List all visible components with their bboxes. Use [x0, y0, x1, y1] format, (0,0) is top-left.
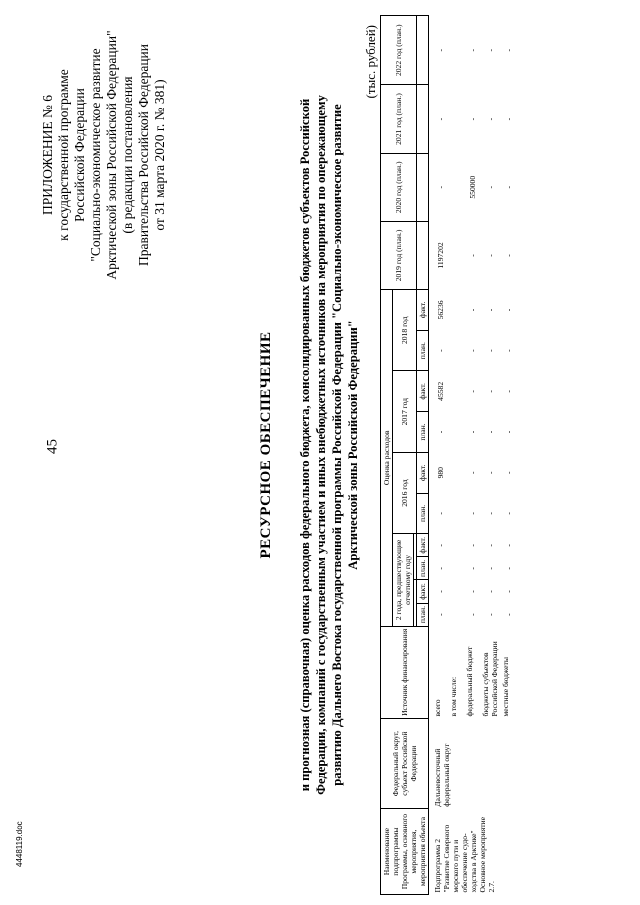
appendix-header [40, 25, 168, 285]
appendix-line: Арктической зоны Российской Федерации" [104, 30, 119, 280]
value-cell: - [435, 48, 445, 52]
value-cell: - [435, 512, 445, 515]
value-cell [448, 371, 464, 412]
value-cell: - [503, 590, 513, 593]
appendix-line: "Социально-экономическое развитие [88, 48, 103, 262]
value-cell [448, 452, 464, 493]
appendix-line: Российской Федерации [72, 88, 87, 222]
value-cell [448, 557, 464, 580]
value-cell [448, 153, 464, 221]
value-cell: 1197202 [435, 242, 445, 269]
header-fact: факт. [417, 371, 429, 412]
header-plan: план. [417, 330, 429, 371]
source-cell: бюджеты субъектов Российской Федерации [481, 641, 499, 717]
source-cell: всего [433, 699, 442, 717]
value-cell: - [503, 471, 513, 474]
header-two-years: 2 года, предшествующие отчетному году [393, 534, 414, 626]
value-cell: - [467, 117, 477, 121]
value-cell: - [503, 512, 513, 515]
header-2021: 2021 год (план.) [381, 85, 417, 153]
value-cell: - [485, 544, 495, 547]
header-plan: план. [417, 603, 429, 626]
program-name-cell [429, 809, 517, 895]
value-cell [448, 290, 464, 331]
value-cell: - [435, 185, 445, 189]
district-cell: Дальневосточный федеральный округ [433, 743, 451, 807]
value-cell: - [467, 590, 477, 593]
value-cell: - [435, 567, 445, 570]
header-2019: 2019 год (план.) [381, 221, 417, 289]
value-cell: - [467, 471, 477, 474]
value-cell: - [503, 613, 513, 616]
value-cell [448, 603, 464, 626]
value-cell: - [467, 567, 477, 570]
value-cell: - [435, 430, 445, 434]
value-cell [448, 221, 464, 289]
header-fact: факт. [417, 452, 429, 493]
value-cell [448, 85, 464, 153]
value-cell [448, 16, 464, 85]
header-fact: факт. [417, 290, 429, 331]
header-plan: план. [417, 557, 429, 580]
header-2022: 2022 год (план.) [381, 16, 417, 85]
value-cell: - [485, 254, 495, 257]
appendix-line: Правительства Российской Федерации [136, 44, 151, 266]
page-number: 45 [44, 439, 61, 454]
value-cell: - [467, 512, 477, 515]
value-cell: - [503, 390, 513, 393]
source-cell: местные бюджеты [501, 657, 510, 717]
header-2018: 2018 год [393, 290, 417, 371]
value-cell: - [503, 349, 513, 352]
program-name: Подпрограмма 2 "Развитие Северного морского пути и обеспечение судо-ходства в Арктике" [433, 824, 478, 893]
value-cell: - [467, 48, 477, 52]
value-cell [448, 534, 464, 557]
header-source: Источник финансирования [381, 626, 429, 718]
value-cell: - [485, 308, 495, 312]
value-cell: - [485, 48, 495, 52]
value-cell: - [503, 254, 513, 257]
value-cell: - [485, 613, 495, 616]
appendix-line: (в редакции постановления [120, 76, 135, 234]
value-cell: - [503, 185, 513, 189]
appendix-line: от 31 марта 2020 г. № 381) [152, 79, 167, 231]
value-cell: - [503, 567, 513, 570]
header-fact: факт. [417, 534, 429, 557]
header-district: Федеральный округ, субъект Российской Федерации [381, 719, 429, 809]
value-cell: - [485, 185, 495, 189]
value-cell: - [467, 390, 477, 393]
table-body [429, 16, 517, 895]
value-cell [448, 412, 464, 453]
value-cell: 45582 [435, 381, 445, 401]
value-cell: - [503, 48, 513, 52]
value-cell: - [467, 254, 477, 257]
value-cell: - [435, 349, 445, 352]
value-cell [448, 493, 464, 534]
subtitle-line: Федерации, компаний с государственным участием и иных внебюджетных источников на мероприятия по опережающему [314, 95, 328, 795]
value-cell: - [435, 590, 445, 593]
value-cell: - [467, 544, 477, 547]
expenses-table [380, 15, 516, 895]
header-blank [417, 221, 429, 289]
header-estimate: Оценка расходов [381, 290, 393, 627]
value-cell: - [435, 613, 445, 616]
header-blank [417, 85, 429, 153]
value-cell: - [467, 613, 477, 616]
value-cell: - [503, 117, 513, 121]
subtitle-line: и прогнозная (справочная) оценка расходов федерального бюджета, консолидированных бюджетов субъектов Российской [298, 98, 312, 792]
document-subtitle [297, 45, 361, 845]
header-name: Наименование подпрограммы Программы, основного мероприятия, мероприятия объекта [381, 809, 429, 895]
appendix-line: к государственной программе [56, 69, 71, 241]
header-blank [417, 153, 429, 221]
document-title-block [258, 45, 361, 845]
value-cell: - [485, 512, 495, 515]
units-label: (тыс. рублей) [363, 25, 378, 99]
appendix-line: ПРИЛОЖЕНИЕ № 6 [40, 94, 55, 216]
value-cell: - [485, 471, 495, 474]
header-plan: план. [417, 412, 429, 453]
value-cell: - [485, 117, 495, 121]
value-cell: - [435, 544, 445, 547]
value-cell: - [485, 567, 495, 570]
value-cell: - [467, 349, 477, 352]
value-cell: - [485, 430, 495, 434]
main-event-name: Основное мероприятие 2.7. [478, 817, 496, 893]
header-2020: 2020 год (план.) [381, 153, 417, 221]
subtitle-line: Арктической зоны Российской Федерации" [346, 320, 360, 570]
value-cell: - [503, 308, 513, 312]
footer-document-code: 4448119.doc [15, 821, 24, 867]
subtitle-line: развитию Дальнего Востока государственной программы Российской Федерации "Социально-экономическое развитие [330, 104, 344, 786]
header-2017: 2017 год [393, 371, 417, 452]
value-cell: 550000 [467, 175, 477, 199]
value-cell: 56236 [435, 300, 445, 320]
source-cell: в том числе: [449, 676, 458, 717]
value-cell [448, 330, 464, 371]
header-fact: факт. [417, 580, 429, 603]
value-cell: - [503, 430, 513, 434]
value-cell: - [503, 544, 513, 547]
header-blank [417, 16, 429, 85]
header-plan: план. [417, 493, 429, 534]
value-cell: - [485, 590, 495, 593]
document-title: РЕСУРСНОЕ ОБЕСПЕЧЕНИЕ [258, 331, 274, 559]
value-cell: - [485, 349, 495, 352]
value-cell: 980 [435, 467, 445, 479]
value-cell: - [485, 390, 495, 393]
source-cell: федеральный бюджет [465, 646, 474, 717]
header-2016: 2016 год [393, 452, 417, 533]
value-cell [448, 580, 464, 603]
value-cell: - [467, 308, 477, 312]
value-cell: - [467, 430, 477, 434]
value-cell: - [435, 117, 445, 121]
